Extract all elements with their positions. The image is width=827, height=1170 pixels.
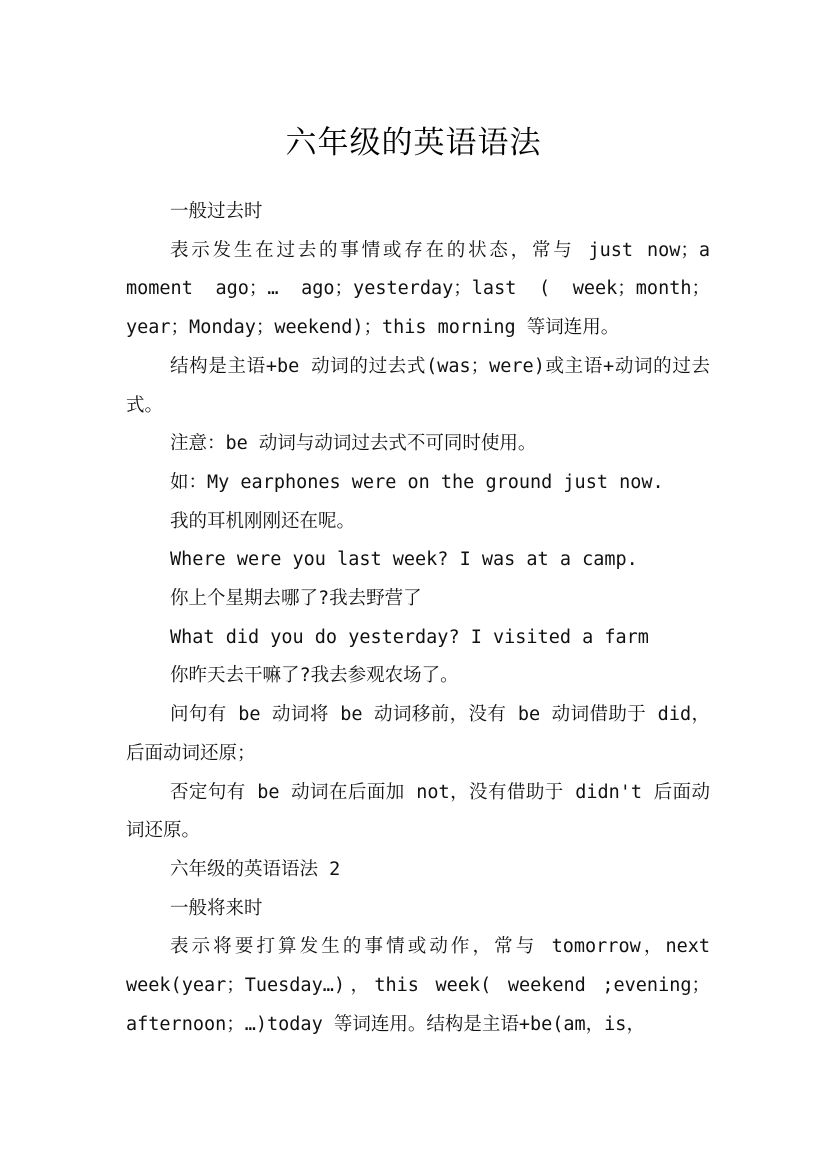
document-body xyxy=(126,193,710,1044)
paragraph-example-1-translation: 我的耳机刚刚还在呢。 xyxy=(170,510,356,532)
paragraph-future-tense-usage: 表示将要打算发生的事情或动作，常与 tomorrow，next week(year；Tuesday…)，this week( weekend ;evening；afternoon；…)today 等词连用。结构是主语+be(am，is， xyxy=(126,936,710,1035)
paragraph-past-tense-usage: 表示发生在过去的事情或存在的状态，常与 just now；a moment ago；… ago；yesterday；last ( week；month；year；Monday；weekend)；this morning 等词连用。 xyxy=(126,239,710,339)
paragraph-example-1: 如：My earphones were on the ground just now. xyxy=(170,471,664,493)
document-title: 六年级的英语语法 xyxy=(285,124,542,161)
paragraph-example-3-translation: 你昨天去干嘛了?我去参观农场了。 xyxy=(170,665,459,687)
paragraph-negative-rule: 否定句有 be 动词在后面加 not，没有借助于 didn't 后面动词还原。 xyxy=(126,781,710,842)
paragraph-past-tense-structure: 结构是主语+be 动词的过去式(was；were)或主语+动词的过去式。 xyxy=(126,355,710,416)
paragraph-section-2-heading: 六年级的英语语法 2 xyxy=(170,858,341,880)
paragraph-note: 注意：be 动词与动词过去式不可同时使用。 xyxy=(170,433,537,455)
paragraph-example-3: What did you do yesterday? I visited a farm xyxy=(170,626,649,648)
paragraph-example-2-translation: 你上个星期去哪了?我去野营了 xyxy=(170,588,422,610)
paragraph-future-tense-heading: 一般将来时 xyxy=(170,897,263,919)
paragraph-past-tense-heading: 一般过去时 xyxy=(170,201,263,222)
paragraph-example-2: Where were you last week? I was at a camp. xyxy=(170,549,638,571)
paragraph-question-rule: 问句有 be 动词将 be 动词移前，没有 be 动词借助于 did，后面动词还原； xyxy=(126,704,710,764)
